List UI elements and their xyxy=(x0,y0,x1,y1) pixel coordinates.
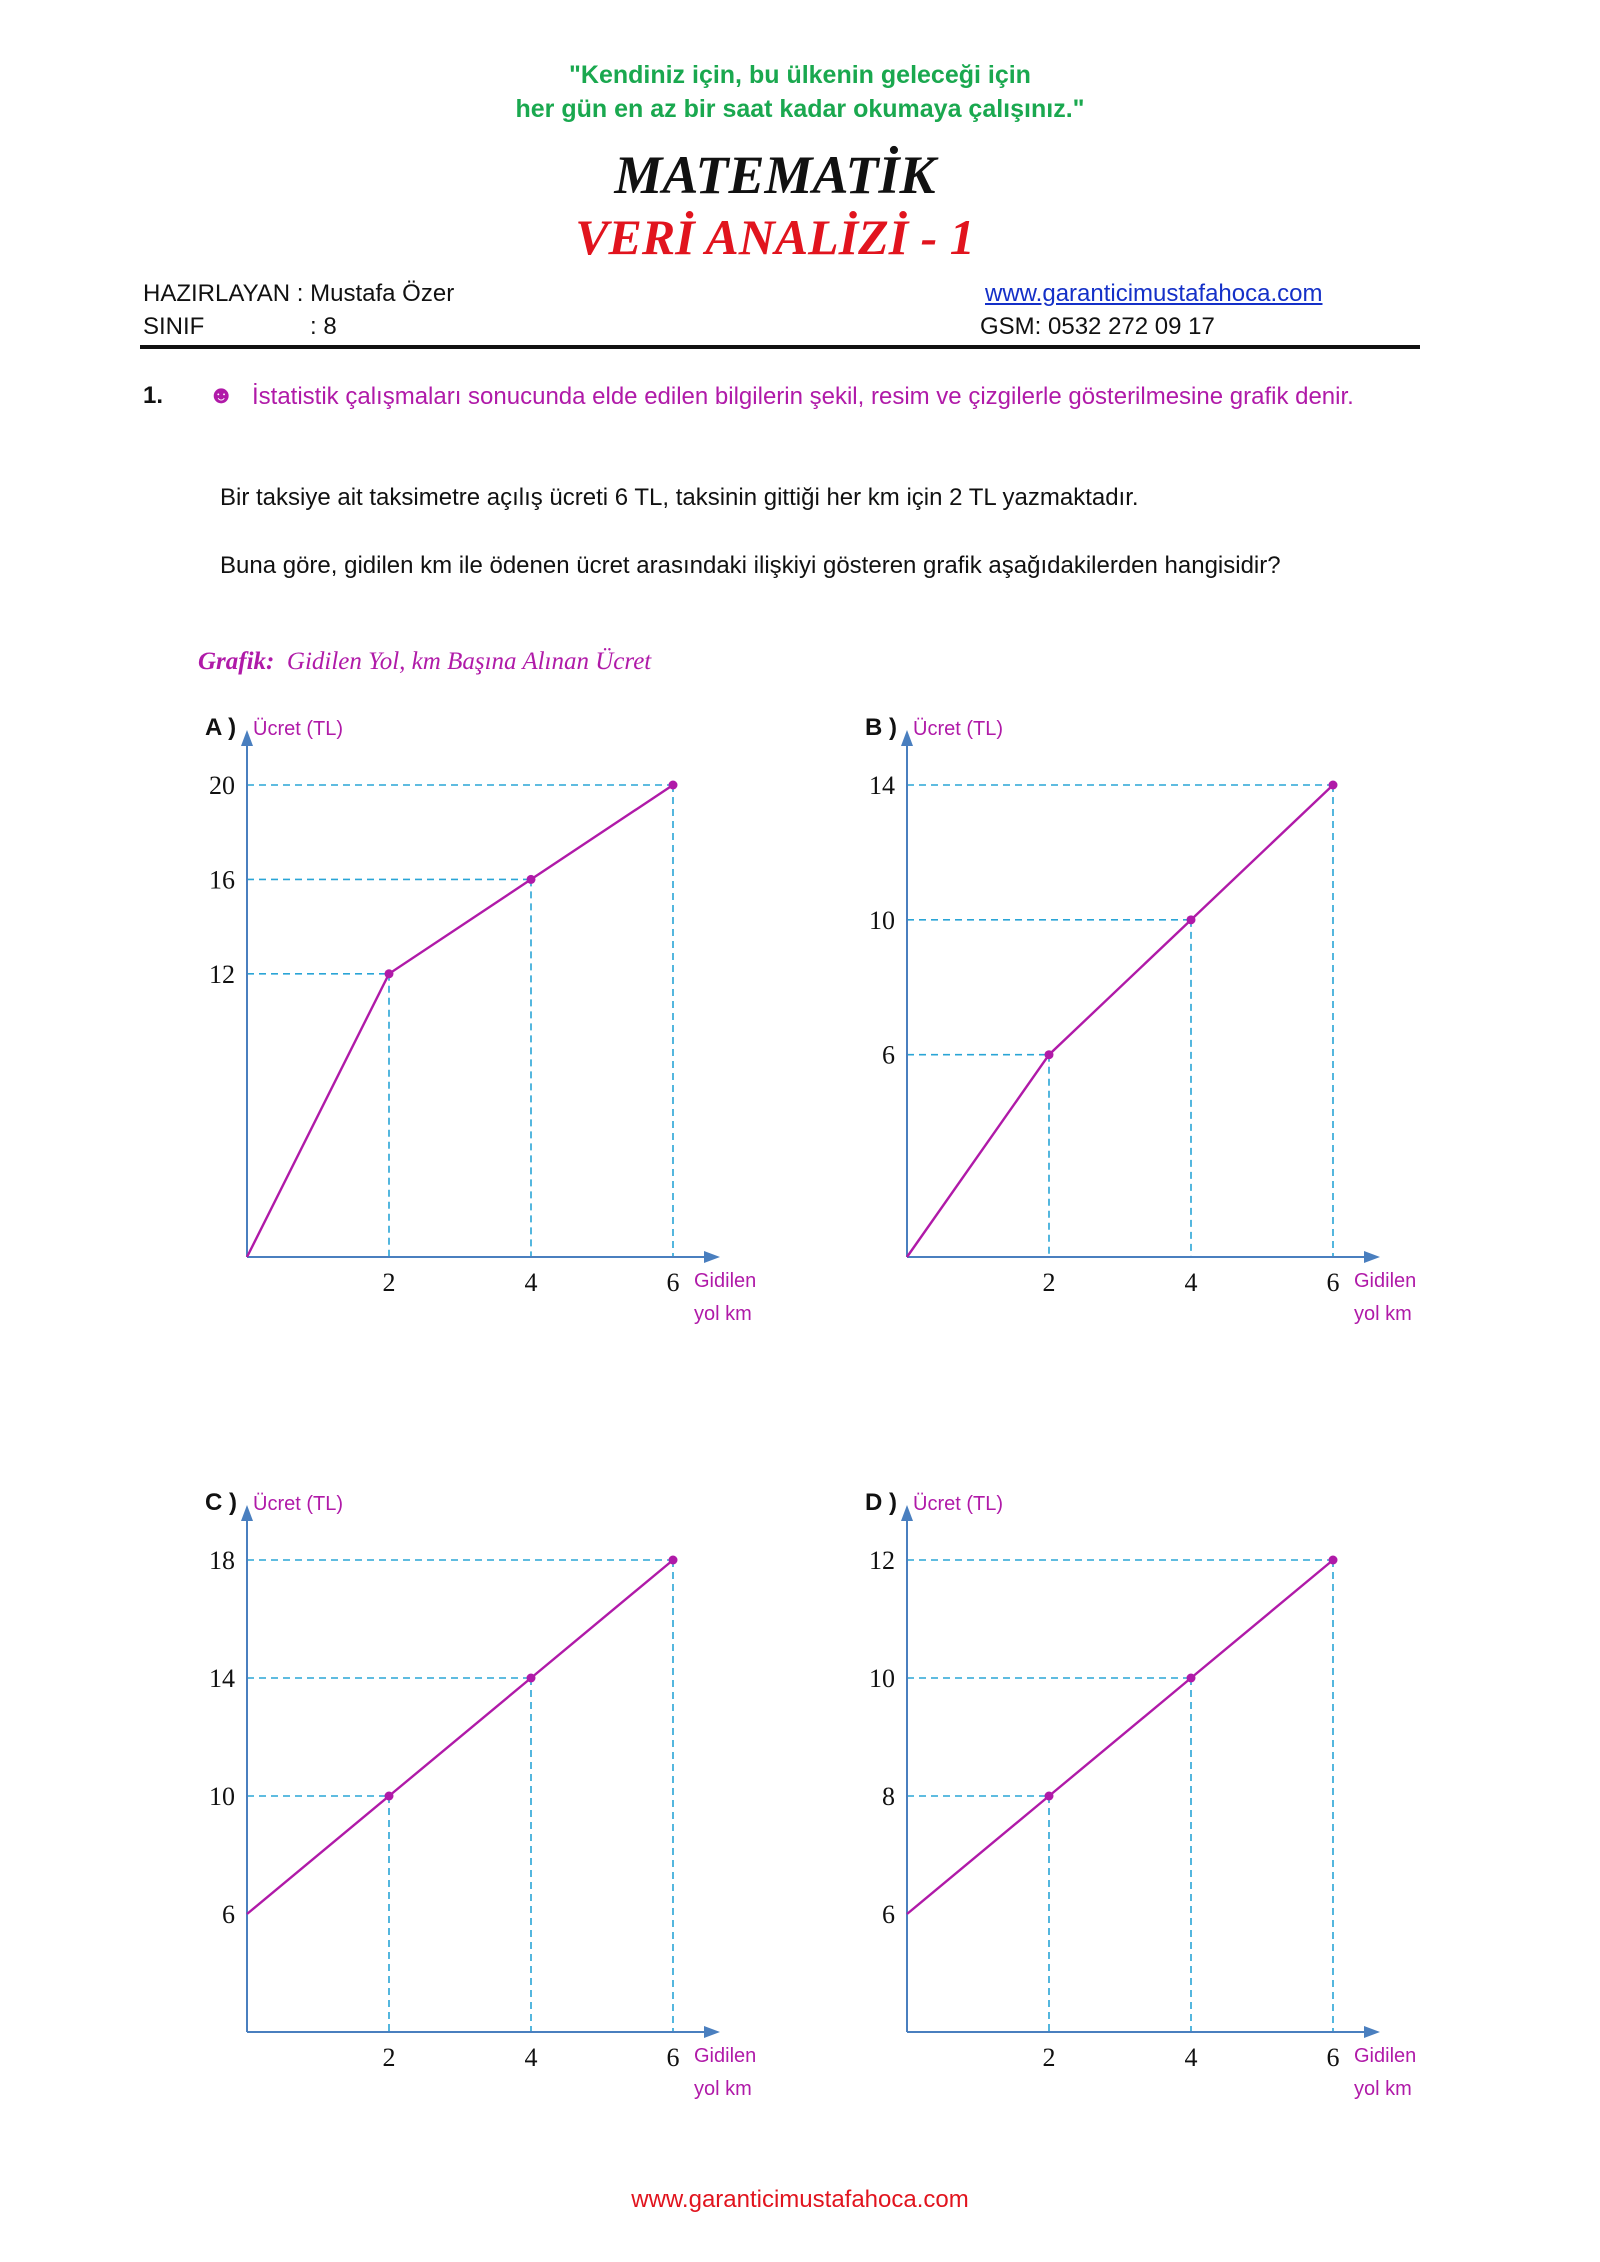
x-tick-label: 4 xyxy=(1184,2043,1198,2072)
x-axis-arrow-icon xyxy=(704,2026,720,2038)
x-axis-label-line1: Gidilen xyxy=(1354,2045,1417,2067)
topic-title: VERİ ANALİZİ - 1 xyxy=(575,209,975,265)
x-axis-label-line2: yol km xyxy=(694,1303,752,1325)
data-point xyxy=(1329,781,1338,790)
y-tick-label: 6 xyxy=(882,1900,895,1929)
y-tick-label: 12 xyxy=(209,959,235,989)
x-axis-arrow-icon xyxy=(1364,2026,1380,2038)
x-axis-label-line1: Gidilen xyxy=(694,2045,757,2067)
y-tick-label: 18 xyxy=(209,1546,235,1575)
author-label: HAZIRLAYAN : Mustafa Özer xyxy=(143,280,455,307)
y-axis-label: Ücret (TL) xyxy=(253,718,343,740)
x-axis-label-line1: Gidilen xyxy=(694,1270,757,1292)
data-point xyxy=(1045,1792,1054,1801)
y-axis-arrow-icon xyxy=(901,730,913,746)
question-statement: Bir taksiye ait taksimetre açılış ücreti 6 TL, taksinin gittiği her km için 2 TL yazmaktadır. xyxy=(220,484,1139,511)
x-tick-label: 6 xyxy=(666,2043,680,2072)
grafik-label: Grafik: xyxy=(198,648,275,675)
quote-line-2: her gün en az bir saat kadar okumaya çalışınız." xyxy=(515,95,1085,123)
option-label: B ) xyxy=(865,714,897,741)
data-point xyxy=(527,875,536,884)
y-tick-label: 14 xyxy=(209,1664,235,1693)
quote-line-1: "Kendiniz için, bu ülkenin geleceği için xyxy=(569,61,1031,89)
x-tick-label: 2 xyxy=(382,2043,396,2072)
grafik-caption xyxy=(198,648,651,676)
data-point xyxy=(1187,915,1196,924)
y-axis-arrow-icon xyxy=(241,730,253,746)
option-label: D ) xyxy=(865,1489,897,1516)
y-tick-label: 16 xyxy=(209,865,235,895)
x-tick-label: 4 xyxy=(524,2043,538,2072)
header-divider xyxy=(140,345,1420,349)
question-number: 1. xyxy=(143,382,164,409)
y-axis-arrow-icon xyxy=(901,1505,913,1521)
x-axis-arrow-icon xyxy=(1364,1251,1380,1263)
x-tick-label: 2 xyxy=(1042,1268,1056,1297)
x-tick-label: 4 xyxy=(524,1268,538,1297)
data-point xyxy=(385,969,394,978)
x-axis-label-line2: yol km xyxy=(1354,1303,1412,1325)
y-tick-label: 14 xyxy=(869,771,895,800)
y-tick-label: 20 xyxy=(209,771,235,800)
chart-option-d[interactable] xyxy=(850,1485,1450,2105)
data-point xyxy=(669,1556,678,1565)
x-tick-label: 4 xyxy=(1184,1268,1198,1297)
question-prompt: Buna göre, gidilen km ile ödenen ücret arasındaki ilişkiyi gösteren grafik aşağıdakilerden hangisidir? xyxy=(220,552,1281,579)
data-point xyxy=(1329,1556,1338,1565)
x-tick-label: 6 xyxy=(1326,2043,1340,2072)
y-tick-label: 6 xyxy=(222,1900,235,1929)
data-point xyxy=(1187,1674,1196,1683)
class-label: SINIF xyxy=(143,313,205,340)
subject-title: MATEMATİK xyxy=(614,145,936,205)
chart-option-a[interactable] xyxy=(190,710,790,1330)
x-tick-label: 6 xyxy=(1326,1268,1340,1297)
x-axis-label-line2: yol km xyxy=(1354,2078,1412,2100)
y-tick-label: 10 xyxy=(209,1782,235,1811)
definition-text: İstatistik çalışmaları sonucunda elde edilen bilgilerin şekil, resim ve çizgilerle gösterilmesine grafik denir. xyxy=(252,383,1354,410)
y-tick-label: 10 xyxy=(869,1664,895,1693)
data-line xyxy=(247,1560,673,1914)
website-link[interactable]: www.garanticimustafahoca.com xyxy=(985,280,1323,307)
y-tick-label: 8 xyxy=(882,1782,895,1811)
data-line xyxy=(907,1560,1333,1914)
y-tick-label: 12 xyxy=(869,1546,895,1575)
y-axis-label: Ücret (TL) xyxy=(913,718,1003,740)
grafik-title: Gidilen Yol, km Başına Alınan Ücret xyxy=(286,648,652,675)
x-tick-label: 2 xyxy=(382,1268,396,1297)
y-axis-label: Ücret (TL) xyxy=(253,1493,343,1515)
y-axis-arrow-icon xyxy=(241,1505,253,1521)
footer-website[interactable]: www.garanticimustafahoca.com xyxy=(631,2186,969,2213)
x-tick-label: 6 xyxy=(666,1268,680,1297)
option-label: A ) xyxy=(205,714,237,741)
x-axis-label-line1: Gidilen xyxy=(1354,1270,1417,1292)
data-point xyxy=(669,781,678,790)
y-tick-label: 6 xyxy=(882,1040,895,1070)
data-point xyxy=(385,1792,394,1801)
y-axis-label: Ücret (TL) xyxy=(913,1493,1003,1515)
x-tick-label: 2 xyxy=(1042,2043,1056,2072)
x-axis-arrow-icon xyxy=(704,1251,720,1263)
class-value: : 8 xyxy=(310,313,337,340)
chart-option-c[interactable] xyxy=(190,1485,790,2105)
smiley-icon: ☻ xyxy=(208,381,235,409)
phone-number: GSM: 0532 272 09 17 xyxy=(980,313,1215,340)
chart-option-b[interactable] xyxy=(850,710,1450,1330)
data-line xyxy=(907,785,1333,1257)
data-point xyxy=(1045,1050,1054,1059)
y-tick-label: 10 xyxy=(869,905,895,935)
option-label: C ) xyxy=(205,1489,237,1516)
data-point xyxy=(527,1674,536,1683)
x-axis-label-line2: yol km xyxy=(694,2078,752,2100)
data-line xyxy=(247,785,673,1257)
